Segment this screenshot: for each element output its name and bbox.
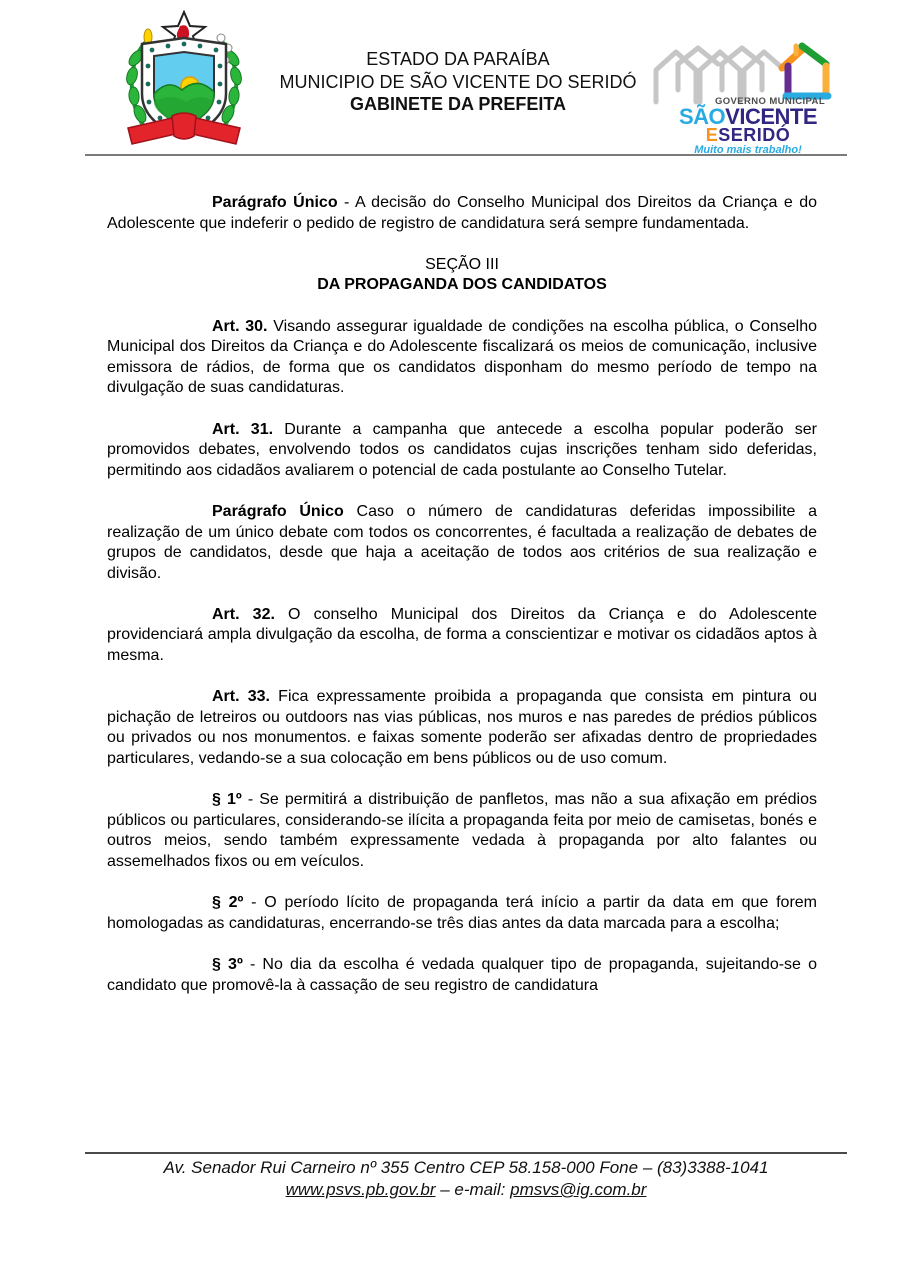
paragraph-lead: Art. 33. [212,688,270,706]
footer-contact-line [85,1180,847,1200]
footer-email-label: – e-mail: [435,1180,511,1199]
document-header [0,0,900,155]
section-heading: SEÇÃO III [425,255,499,273]
footer-address: Av. Senador Rui Carneiro nº 355 Centro CEP 58.158-000 Fone – (83)3388-1041 [163,1158,769,1177]
logo-serido: SERIDÓ [718,125,791,145]
paragraph-unico-1: Parágrafo Único - A decisão do Conselho Municipal dos Direitos da Criança e do Adolescente que indeferir o pedido de registro de candidatura será sempre fundamentada. [107,194,817,232]
header-divider [85,154,847,156]
header-state-line: ESTADO DA PARAÍBA [366,49,550,69]
logo-name-line2 [656,126,840,144]
paragraph-lead: Art. 30. [212,317,268,335]
paragraph-lead: Art. 32. [212,605,275,623]
paragraph-par-1: § 1º - Se permitirá a distribuição de panfletos, mas não a sua afixação em prédios públicos ou particulares, considerando-se ilícita a propaganda feita por meio de camisetas, bonés e outros meios, sendo também expressamente vedada à propaganda por alto falantes ou assemelhados fixos ou em veículos. [107,791,817,870]
municipal-government-logo [648,40,838,158]
logo-caption: GOVERNO MUNICIPAL [714,96,826,107]
paraiba-coat-of-arms-icon [108,10,260,152]
paragraph-art-33: Art. 33. Fica expressamente proibida a propaganda que consista em pintura ou pichação de letreiros ou outdoors nas vias públicas, nos muros e nas paredes de prédios públicos ou privados ou nos monumentos. e faixas somente poderão ser afixadas dentro de propriedades particulares, vedando-se a sua colocação em bens públicos ou de uso comum. [107,688,817,768]
section-title: DA PROPAGANDA DOS CANDIDATOS [317,276,607,294]
paragraph-lead: § 1º [212,791,242,809]
footer-divider [85,1152,847,1154]
paragraph-unico-2: Parágrafo Único Caso o número de candidaturas deferidas impossibilite a realização de um único debate com todos os concorrentes, é facultada a realização de debates de grupos de candidatos, desde que haja a aceitação de todos aos critérios de sua realização e divisão. [107,502,818,582]
paragraph-art-31: Art. 31. Durante a campanha que antecede a escolha popular poderão ser promovidos debates, envolvendo todos os candidatos cujas inscrições tenham sido deferidas, permitindo aos cidadãos avaliarem o potencial de cada postulante ao Conselho Tutelar. [107,420,817,479]
paragraph-par-3: § 3º - No dia da escolha é vedada qualquer tipo de propaganda, sujeitando-se o candidato que promovê-la à cassação de seu registro de candidatura [107,955,817,994]
paragraph-lead: Parágrafo Único [212,194,338,211]
logo-sao: SÃO [678,104,726,129]
paragraph-lead: § 3º [212,955,243,973]
logo-e: E [705,125,719,145]
footer-email-link[interactable]: pmsvs@ig.com.br [510,1180,647,1199]
header-title-block [268,48,648,116]
logo-vicente: VICENTE [725,104,818,129]
paragraph-lead: Art. 31. [212,420,274,438]
document-body [107,193,817,1017]
paragraph-art-30: Art. 30. Visando assegurar igualdade de condições na escolha pública, o Conselho Municipal dos Direitos da Criança e do Adolescente fiscalizará os meios de comunicação, inclusive emissora de rádios, de forma que os candidatos disponham do mesmo período de tempo na divulgação de suas candidaturas. [107,317,817,397]
header-municipality-line: MUNICIPIO DE SÃO VICENTE DO SERIDÓ [279,71,637,92]
paragraph-par-2: § 2º - O período lícito de propaganda terá início a partir da data em que forem homologadas as candidaturas, encerrando-se três dias antes da data marcada para a escolha; [107,894,818,932]
paragraph-lead: § 2º [212,894,244,912]
paragraph-art-32: Art. 32. O conselho Municipal dos Direitos da Criança e do Adolescente providenciará ampla divulgação da escolha, de forma a conscientizar e motivar os cidadãos aptos à mesma. [107,605,818,665]
footer-website-link[interactable]: www.psvs.pb.gov.br [285,1180,436,1199]
header-office-line: GABINETE DA PREFEITA [349,94,566,114]
logo-slogan: Muito mais trabalho! [694,144,802,156]
paragraph-lead: Parágrafo Único [212,502,344,520]
